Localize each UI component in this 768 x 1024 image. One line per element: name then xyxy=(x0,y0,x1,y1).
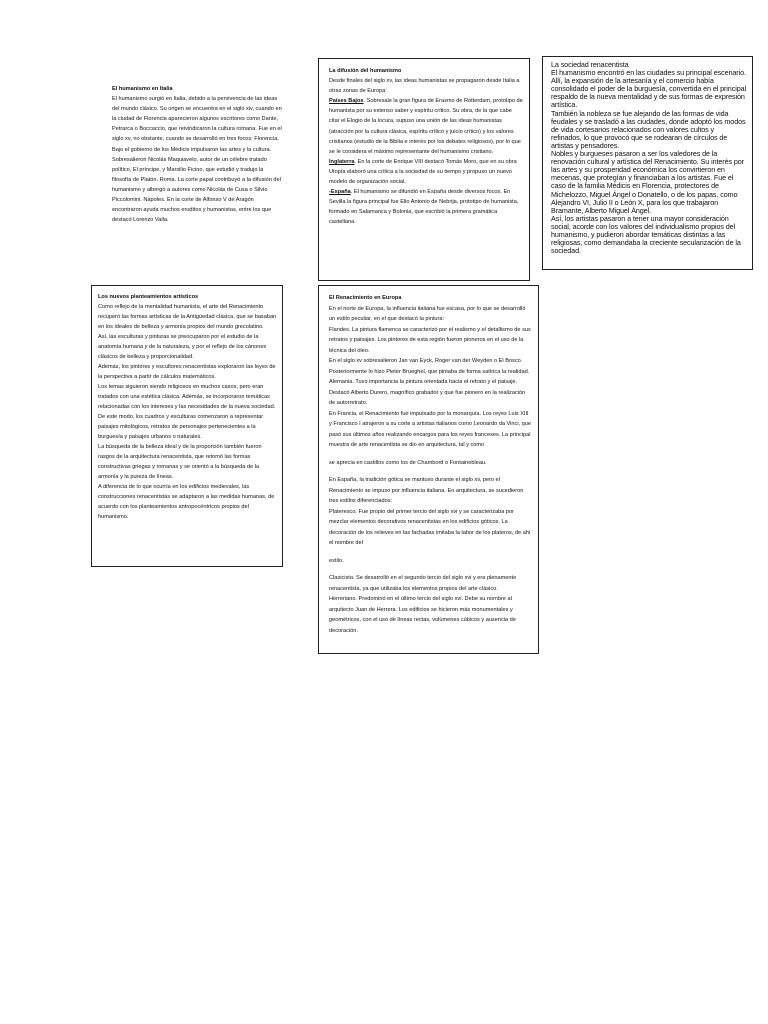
paragraph-4: Los temas siguieron siendo religiosos en muchos casos, pero eran tratados con una estética clásica. Además, se incorporaron temáticas relacionadas con los intereses y las necesidades de la nueva sociedad. De este modo, los cuadros y esculturas comenzaron a representar paisajes mitológicos, retratos de personajes pertenecientes a la burguesía y paisajes urbanos o naturales. xyxy=(98,384,276,440)
paragraph-1: El humanismo encontró en las ciudades su principal escenario. Allí, la expansión de la artesanía y el comercio había consolidado el poder de la burguesía, convertida en el principal respaldo de la nueva mentalidad y de sus formas de expresión artística. xyxy=(551,68,746,110)
card-intro: Desde finales del siglo xv, las ideas humanistas se propagaron desde Italia a otras zonas de Europa: xyxy=(329,78,520,95)
card-title: Los nuevos planteamientos artísticos xyxy=(98,294,199,300)
paragraph-2: También la nobleza se fue alejando de las formas de vida feudales y se trasladó a las ciudades, donde adoptó los modos de vida cortesanos relacionados con valores cultos y refinados, lo que provocó que se rodearan de círculos de artistas y pensadores. xyxy=(551,108,746,150)
paragraph-4b: se aprecia en castillos como los de Chambord o Fontainebleau. xyxy=(329,459,487,466)
card-humanismo-italia xyxy=(98,74,290,286)
paragraph-3: En el siglo xv sobresalieron Jan van Eyck, Roger van der Weyden o El Bosco. Posteriormente lo hizo Pieter Brueghel, que pintaba de forma satírica la realidad. Alemania. Tuvo importancia la pintura orientada hacia el retrato y el paisaje. Destacó Alberto Durero, magnífico grabador y que fue pionero en la realización de autorretrato. xyxy=(329,358,530,406)
card-title: La difusión del humanismo xyxy=(329,68,402,74)
paragraph-8: Herreriano. Predominó en el último tercio del siglo xvi. Debe su nombre al arquitecto Juan de Herrera. Los edificios se hicieron más monumentales y geométricos, con el uso de líneas rectas, volúmenes cúbicos y ausencia de decoración. xyxy=(329,596,516,634)
paragraph-1: En el norte de Europa, la influencia italiana fue escasa, por lo que se desarrolló un estilo peculiar, en el que destacó la pintura: xyxy=(329,305,526,322)
paragraph-3: Nobles y burgueses pasaron a ser los valedores de la renovación cultural y artística del Renacimiento. Su interés por las artes y su prosperidad económica los convirtieron en mecenas, que protegían y financiaban a los artistas. Fue el caso de la familia Médicis en Florencia, protectores de Michelozzo, Miguel Ángel o Donatello, o de los papas, como Alejandro VI, Julio II o León X, para los que trabajaron Bramante, Alberto Miguel Ángel. xyxy=(551,149,744,215)
paragraph-6b: estilo. xyxy=(329,557,344,564)
label-paises-bajos: Países Bajos xyxy=(329,98,364,105)
paragraph-5: La búsqueda de la belleza ideal y de la proporción también fueron rasgos de la arquitectura renacentista, que retomó las formas constructivas griegas y romanas y se orientó a la búsqueda de la armonía y la pureza de líneas. xyxy=(98,444,262,480)
paragraph-2: Así, las esculturas y pinturas se preocuparon por el estudio de la anatomía humana y de la naturaleza, y por el reflejo de los cánones clásicos de belleza y proporcionalidad. xyxy=(98,334,267,360)
card-sociedad-renacentista xyxy=(542,56,753,270)
card-title: El humanismo en Italia xyxy=(112,86,173,92)
paragraph-4: Así, los artistas pasaron a tener una mayor consideración social, acorde con los valores del individualismo propios del humanismo, y pudieron abordar temáticas distintas a las religiosas, como demandaba la creciente secularización de la sociedad. xyxy=(551,213,741,256)
card-title: La sociedad renacentista xyxy=(551,60,629,69)
card-difusion-humanismo xyxy=(318,58,530,281)
paragraph-paises-bajos: Países Bajos. Sobresale la gran figura de Erasmo de Rotterdam, prototipo de humanista por su extenso saber y espíritu crítico. Su obra, de la que cabe citar el Elogio de la locura, supuso una unión de las ideas humanistas (atracción por la cultura clásica, espíritu crítico y juicio crítico) y los valores cristianos (estudio de la Biblia e interés por los debates religiosos), por lo que se le considera el máximo representante del humanismo cristiano. xyxy=(329,98,523,155)
paragraph-1: Como reflejo de la mentalidad humanista, el arte del Renacimiento recuperó las formas artísticas de la Antigüedad clásica, que se basaban en los ideales de belleza y armonía propios del mundo grecolatino. xyxy=(98,304,277,330)
paragraph-4: En Francia, el Renacimiento fue impulsado por la monarquía. Los reyes Luis XIII y Francisco I atrajeron a su corte a artistas italianos como Leonardo da Vinci, que pasó sus últimos años realizando encargos para los reyes franceses. La principal muestra de arte renacentista se dio en arquitectura, tal y como xyxy=(329,410,532,448)
paragraph-2: Flandes. La pintura flamenca se caracterizó por el realismo y el detallismo de sus retratos y paisajes. Los pintores de esta región fueron pioneros en el uso de la técnica del óleo. xyxy=(329,326,531,354)
label-espana: -España xyxy=(329,189,351,196)
label-inglaterra: Inglaterra xyxy=(329,158,355,165)
card-body: El humanismo surgió en Italia, debido a la pervivencia de las ideas del mundo clásico. Su origen se encuentra en el siglo xiv, cuando en la ciudad de Florencia aparecieron algunos escritores como Dante, Petrarca o Boccaccio, que reivindicaron la cultura romana. Fue en el siglo xv, no obstante, cuando se desarrolló en tres focos: Florencia. Bajo el gobierno de los Médicis impulsaron las artes y la cultura. Sobresalieron Nicolás Maquiavelo, autor de un célebre tratado político, El príncipe, y Marsilio Ficino, que estudió y tradujo la filosofía de Platón. Roma. La corte papal contribuyó a la difusión del humanismo y albergó a autores como Nicolás de Cusa o Silvio Piccolomini. Nápoles. En la corte de Alfonso V de Aragón encontraron ayuda muchos eruditos y humanistas, entre los que destacó Lorenzo Valla. xyxy=(112,96,282,224)
card-renacimiento-europa xyxy=(318,285,539,654)
paragraph-inglaterra: Inglaterra. En la corte de Enrique VIII destacó Tomás Moro, que en su obra Utopía elaboró una crítica a la sociedad de su tiempo y propuso un nuevo modelo de organización social. xyxy=(329,158,517,186)
paragraph-6: Plateresco. Fue propio del primer tercio del siglo xvi y se caracterizaba por mezclar elementos decorativos renacentistas en los edificios góticos. La decoración de los relieves en las fachadas imitaba la labor de los plateros, de ahí el nombre del xyxy=(329,508,531,546)
paragraph-espana: -España. El humanismo se difundió en España desde diversos focos. En Sevilla la figura principal fue Elio Antonio de Nebrija, prototipo de humanista, formado en Salamanca y Bolonia, que escribió la primera gramática castellana. xyxy=(329,189,519,226)
paragraph-6: A diferencia de lo que ocurría en los edificios medievales, las construcciones renacentistas se adaptaron a las medidas humanas, de acuerdo con los planteamientos antropocéntricos propios del humanismo. xyxy=(98,484,275,520)
card-planteamientos-artisticos xyxy=(91,285,283,567)
paragraph-7: Clasicista. Se desarrolló en el segundo tercio del siglo xvi y era plenamente renacentista, ya que utilizaba los elementos propios del arte clásico. xyxy=(329,575,517,592)
card-title: El Renacimiento en Europa xyxy=(329,295,402,301)
paragraph-3: Además, los pintores y escultores renacentistas exploraron las leyes de la perspectiva a partir de cálculos matemáticos. xyxy=(98,364,276,380)
paragraph-5: En España, la tradición gótica se mantuvo durante el siglo xv, pero el Renacimiento se impuso por influencia italiana. En arquitectura, se sucedieron tres estilos diferenciados: xyxy=(329,477,524,504)
